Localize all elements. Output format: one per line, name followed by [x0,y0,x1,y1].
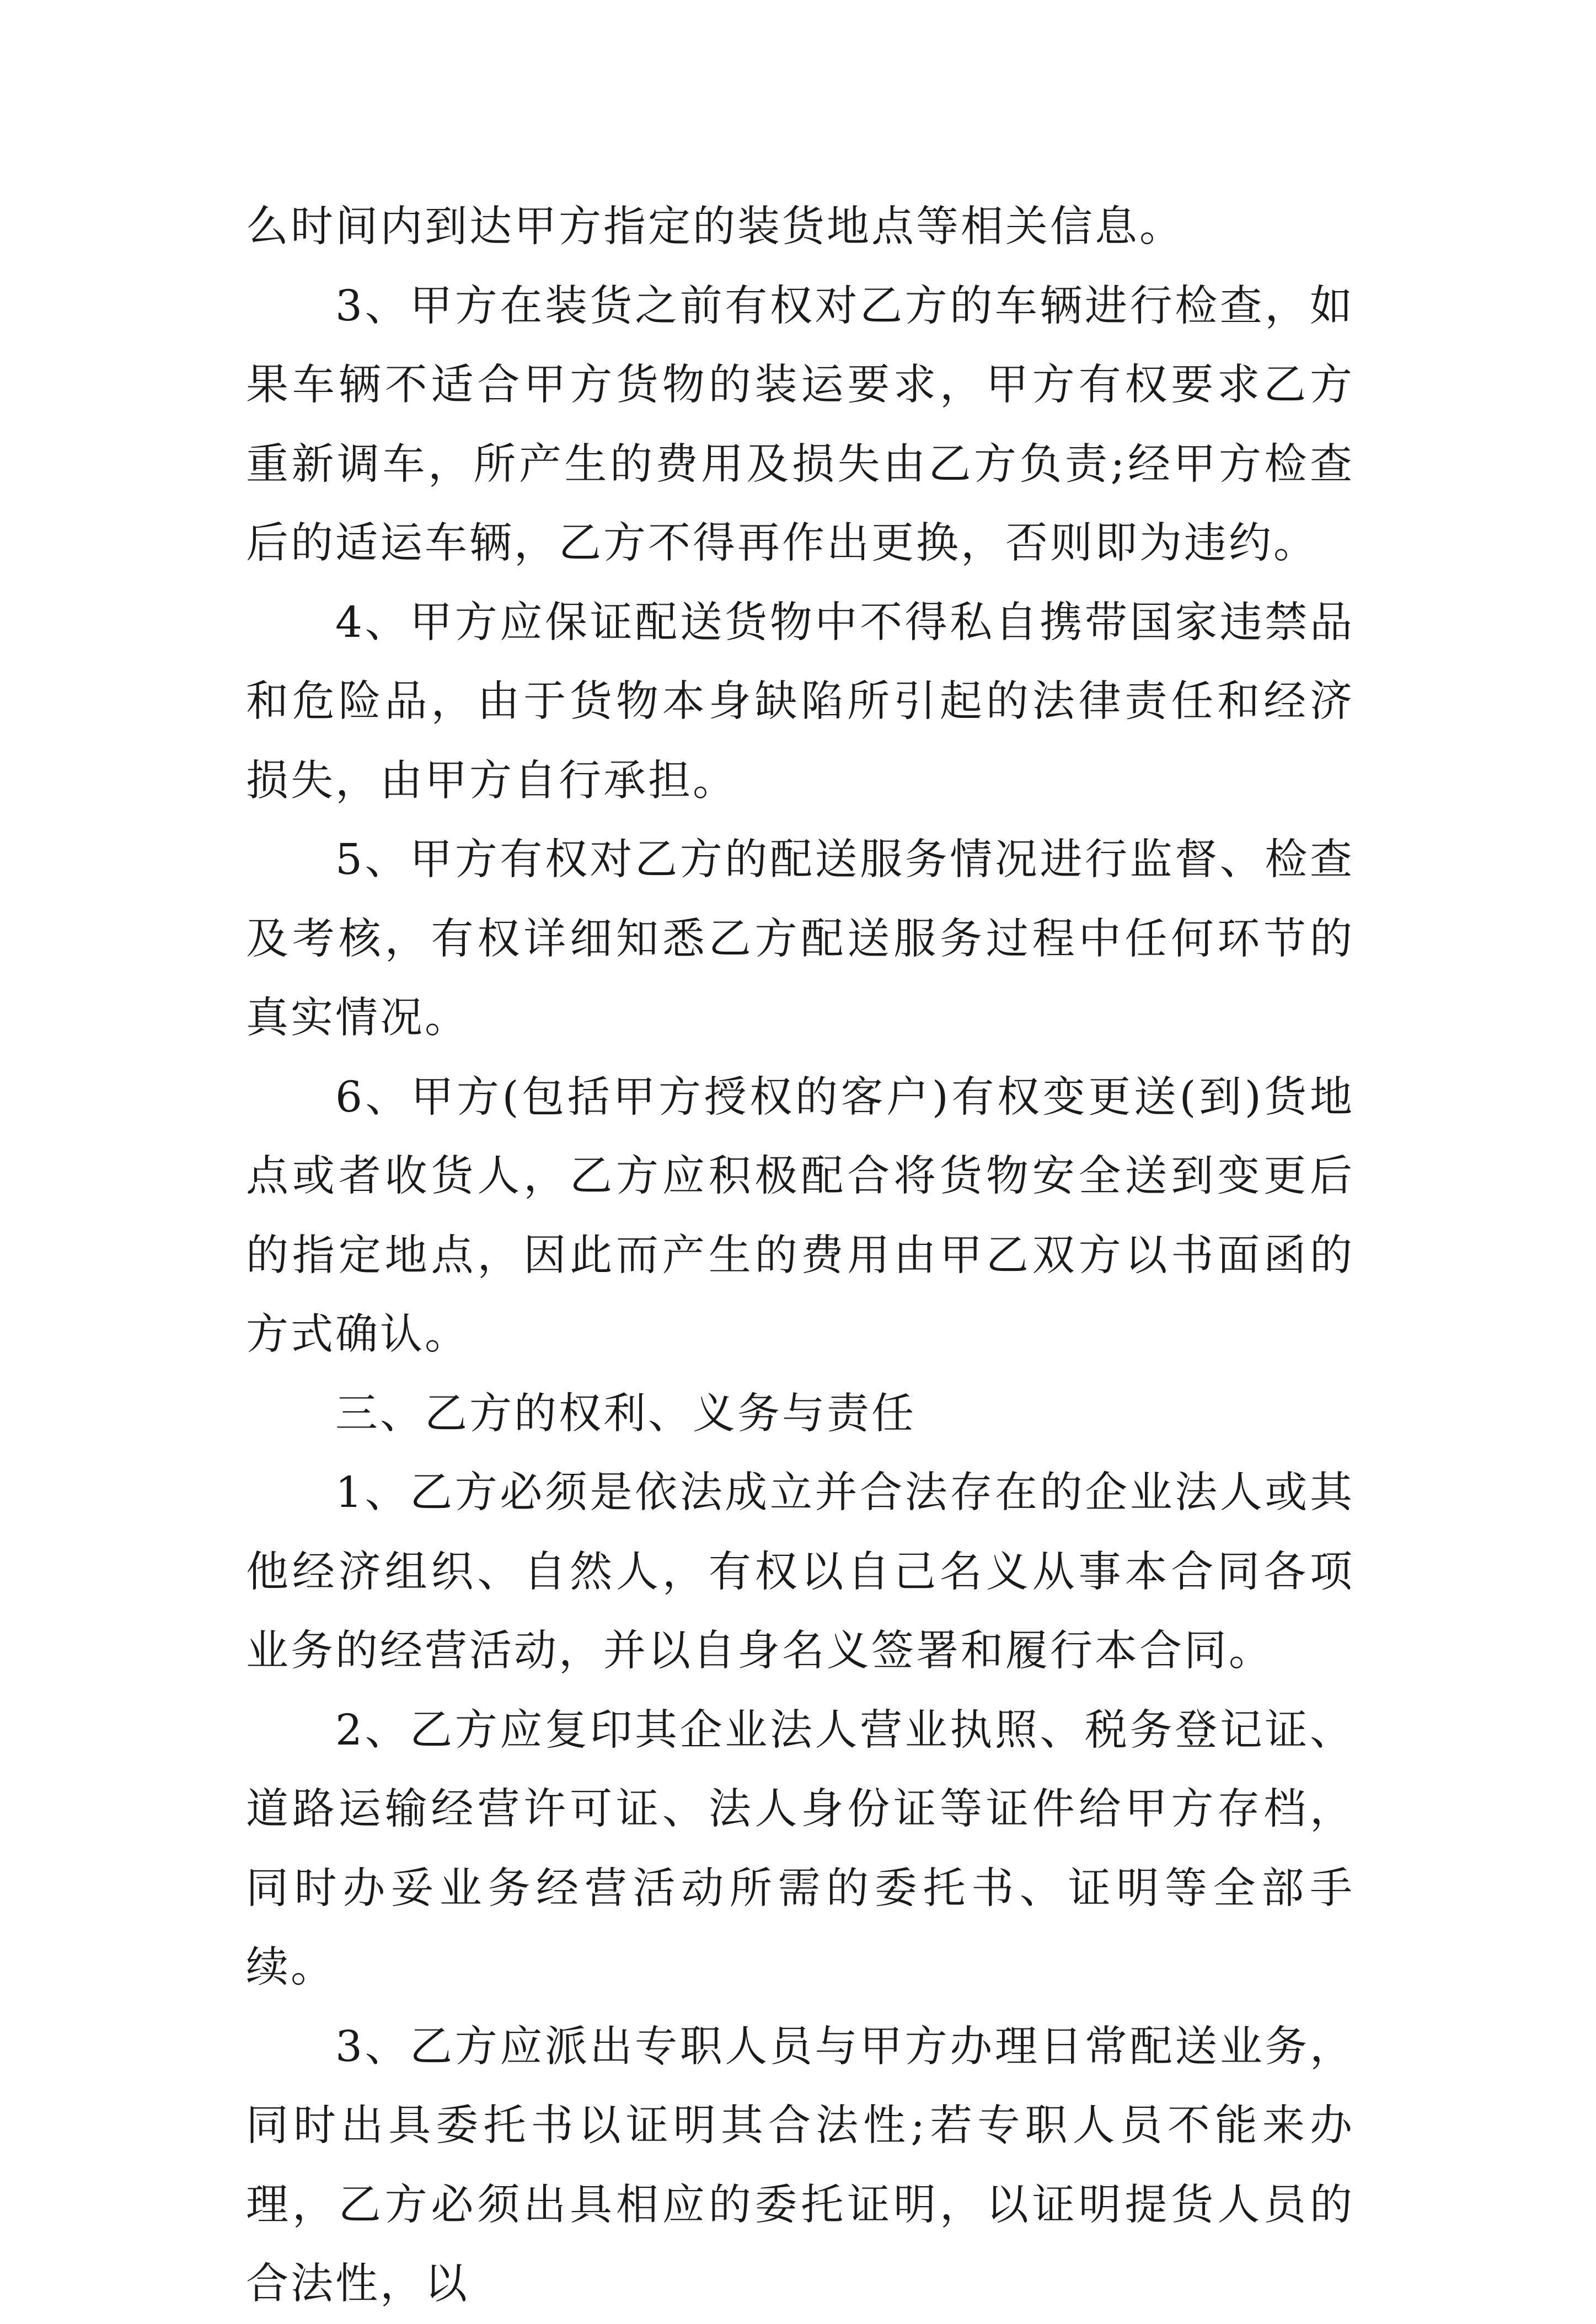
section-heading-party-b: 三、乙方的权利、义务与责任 [335,1389,916,1439]
document-body [246,187,1354,2324]
paragraph-party-b-clause-3: 3、乙方应派出专职人员与甲方办理日常配送业务，同时出具委托书以证明其合法性;若专职人员不能来办理，乙方必须出具相应的委托证明，以证明提货人员的合法性，以 [246,2022,1354,2309]
paragraph-party-a-clause-6: 6、甲方(包括甲方授权的客户)有权变更送(到)货地点或者收货人，乙方应积极配合将货物安全送到变更后的指定地点，因此而产生的费用由甲乙双方以书面函的方式确认。 [246,1072,1354,1359]
paragraph-party-b-clause-1: 1、乙方必须是依法成立并合法存在的企业法人或其他经济组织、自然人，有权以自己名义从事本合同各项业务的经营活动，并以自身名义签署和履行本合同。 [246,1468,1354,1676]
paragraph-continuation: 么时间内到达甲方指定的装货地点等相关信息。 [246,202,1184,251]
paragraph-party-b-clause-2: 2、乙方应复印其企业法人营业执照、税务登记证、道路运输经营许可证、法人身份证等证件给甲方存档，同时办妥业务经营活动所需的委托书、证明等全部手续。 [246,1705,1354,1992]
paragraph-party-a-clause-4: 4、甲方应保证配送货物中不得私自携带国家违禁品和危险品，由于货物本身缺陷所引起的法律责任和经济损失，由甲方自行承担。 [246,598,1354,806]
paragraph-party-a-clause-3: 3、甲方在装货之前有权对乙方的车辆进行检查，如果车辆不适合甲方货物的装运要求，甲方有权要求乙方重新调车，所产生的费用及损失由乙方负责;经甲方检查后的适运车辆，乙方不得再作出更换，否则即为违约。 [246,281,1354,568]
paragraph-party-a-clause-5: 5、甲方有权对乙方的配送服务情况进行监督、检查及考核，有权详细知悉乙方配送服务过程中任何环节的真实情况。 [246,835,1354,1043]
